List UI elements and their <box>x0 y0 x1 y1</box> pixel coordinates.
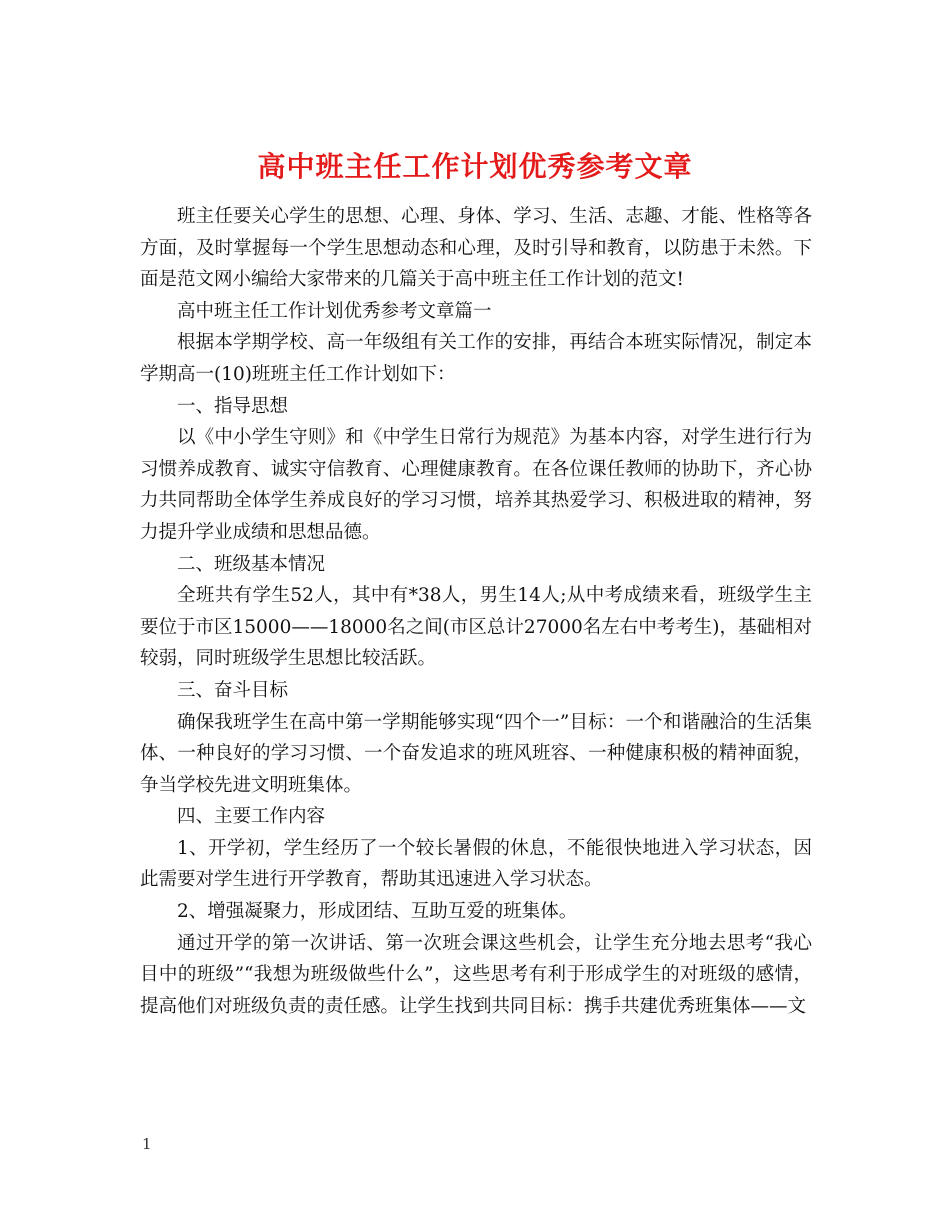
section-heading-main-work: 四、主要工作内容 <box>177 806 326 828</box>
paragraph-guiding-ideology: 以《中小学生守则》和《中学生日常行为规范》为基本内容，对学生进行行为习惯养成教育、诚实守信教育、心理健康教育。在各位课任教师的协助下，齐心协力共同帮助全体学生养成良好的学习习惯，培养其热爱学习、积极进取的精神，努力提升学业成绩和思想品德。 <box>140 427 812 543</box>
paragraph-article-heading: 高中班主任工作计划优秀参考文章篇一 <box>177 300 492 322</box>
paragraph-intro: 班主任要关心学生的思想、心理、身体、学习、生活、志趣、才能、性格等各方面，及时掌握每一个学生思想动态和心理，及时引导和教育，以防患于未然。下面是范文网小编给大家带来的几篇关于高中班主任工作计划的范文! <box>140 206 812 291</box>
paragraph-work-item-2: 2、增强凝聚力，形成团结、互助互爱的班集体。 <box>177 901 578 923</box>
section-heading-class-situation: 二、班级基本情况 <box>177 553 326 575</box>
page-title: 高中班主任工作计划优秀参考文章 <box>257 149 693 183</box>
paragraph-work-item-1: 1、开学初，学生经历了一个较长暑假的休息，不能很快地进入学习状态，因此需要对学生进行开学教育，帮助其迅速进入学习状态。 <box>140 837 812 891</box>
section-heading-goals: 三、奋斗目标 <box>177 679 289 701</box>
section-heading-guiding-ideology: 一、指导思想 <box>177 395 289 417</box>
paragraph-class-situation: 全班共有学生52人，其中有*38人，男生14人;从中考成绩来看，班级学生主要位于市区15000——18000名之间(市区总计27000名左右中考考生)，基础相对较弱，同时班级学生思想比较活跃。 <box>140 585 812 670</box>
paragraph-work-item-2-detail: 通过开学的第一次讲话、第一次班会课这些机会，让学生充分地去思考“我心目中的班级”“我想为班级做些什么”，这些思考有利于形成学生的对班级的感情，提高他们对班级负责的责任感。让学生找到共同目标：携手共建优秀班集体——文 <box>140 932 812 1017</box>
page-number: 1 <box>142 1135 152 1153</box>
paragraph-goals: 确保我班学生在高中第一学期能够实现“四个一”目标：一个和谐融洽的生活集体、一种良好的学习习惯、一个奋发追求的班风班容、一种健康积极的精神面貌，争当学校先进文明班集体。 <box>140 711 812 796</box>
document-body <box>140 201 812 1022</box>
paragraph-preamble: 根据本学期学校、高一年级组有关工作的安排，再结合本班实际情况，制定本学期高一(10)班班主任工作计划如下： <box>140 332 812 385</box>
